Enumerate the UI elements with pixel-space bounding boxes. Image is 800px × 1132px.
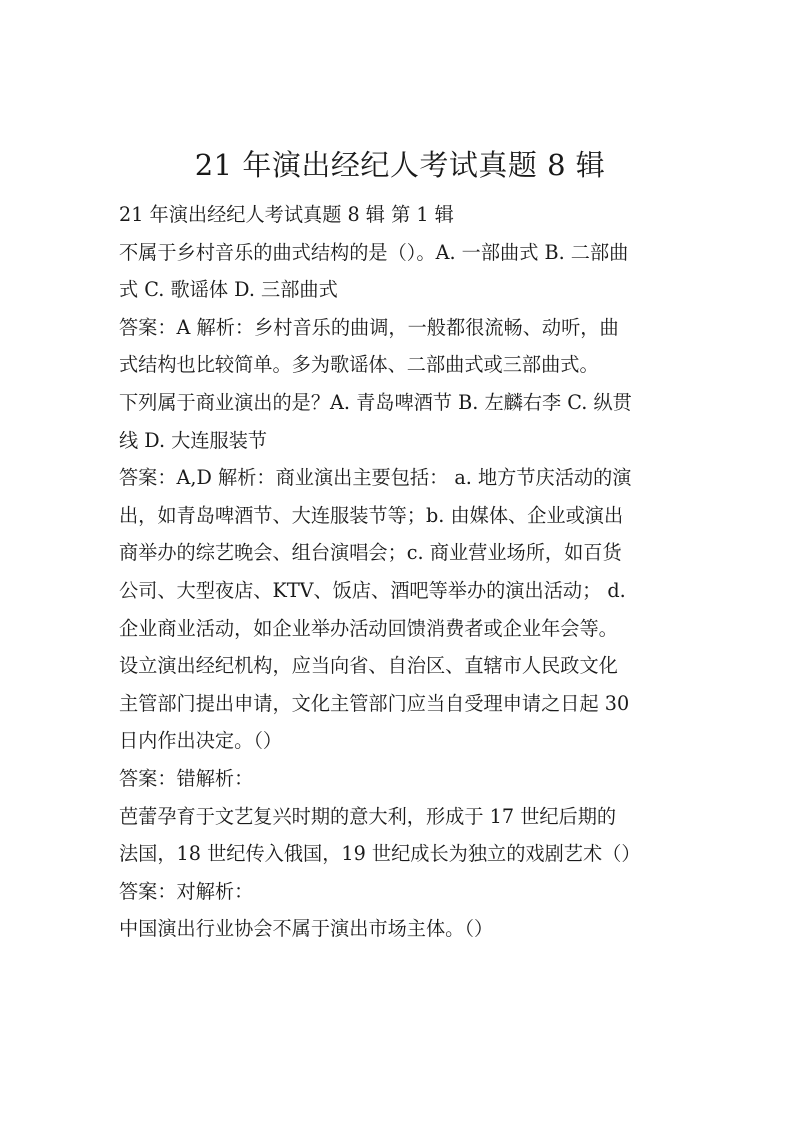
question-2-line-2: 线 D. 大连服装节: [119, 428, 268, 452]
answer-2-line-1: 答案：A,D 解析：商业演出主要包括： a. 地方节庆活动的演: [119, 466, 632, 490]
question-4-line-1: 芭蕾孕育于文艺复兴时期的意大利，形成于 17 世纪后期的: [119, 804, 617, 828]
question-1-line-2: 式 C. 歌谣体 D. 三部曲式: [119, 278, 338, 302]
answer-4: 答案：对解析：: [119, 879, 254, 903]
answer-2-line-3: 商举办的综艺晚会、组台演唱会；c. 商业营业场所，如百货: [119, 541, 622, 565]
document-title: 21 年演出经纪人考试真题 8 辑: [194, 148, 606, 183]
question-3-line-3: 日内作出决定。（）: [119, 729, 283, 753]
answer-2-line-2: 出，如青岛啤酒节、大连服装节等；b. 由媒体、企业或演出: [119, 503, 624, 527]
document-body: [119, 196, 685, 948]
question-2-line-1: 下列属于商业演出的是？A. 青岛啤酒节 B. 左麟右李 C. 纵贯: [119, 390, 632, 414]
answer-1-line-2: 式结构也比较简单。多为歌谣体、二部曲式或三部曲式。: [119, 353, 599, 377]
answer-2-line-5: 企业商业活动，如企业举办活动回馈消费者或企业年会等。: [119, 616, 618, 640]
answer-1-line-1: 答案：A 解析：乡村音乐的曲调，一般都很流畅、动听，曲: [119, 315, 619, 339]
question-3-line-1: 设立演出经纪机构，应当向省、自治区、直辖市人民政文化: [119, 654, 618, 678]
answer-3: 答案：错解析：: [119, 766, 254, 790]
question-4-line-2: 法国，18 世纪传入俄国，19 世纪成长为独立的戏剧艺术（）: [119, 842, 641, 866]
answer-2-line-4: 公司、大型夜店、KTV、饭店、酒吧等举办的演出活动； d.: [119, 578, 626, 602]
question-5: 中国演出行业协会不属于演出市场主体。（）: [119, 917, 494, 941]
document-subtitle: 21 年演出经纪人考试真题 8 辑 第 1 辑: [119, 203, 454, 226]
question-3-line-2: 主管部门提出申请，文化主管部门应当自受理申请之日起 30: [119, 691, 630, 715]
question-1-line-1: 不属于乡村音乐的曲式结构的是（）。A. 一部曲式 B. 二部曲: [119, 240, 629, 264]
